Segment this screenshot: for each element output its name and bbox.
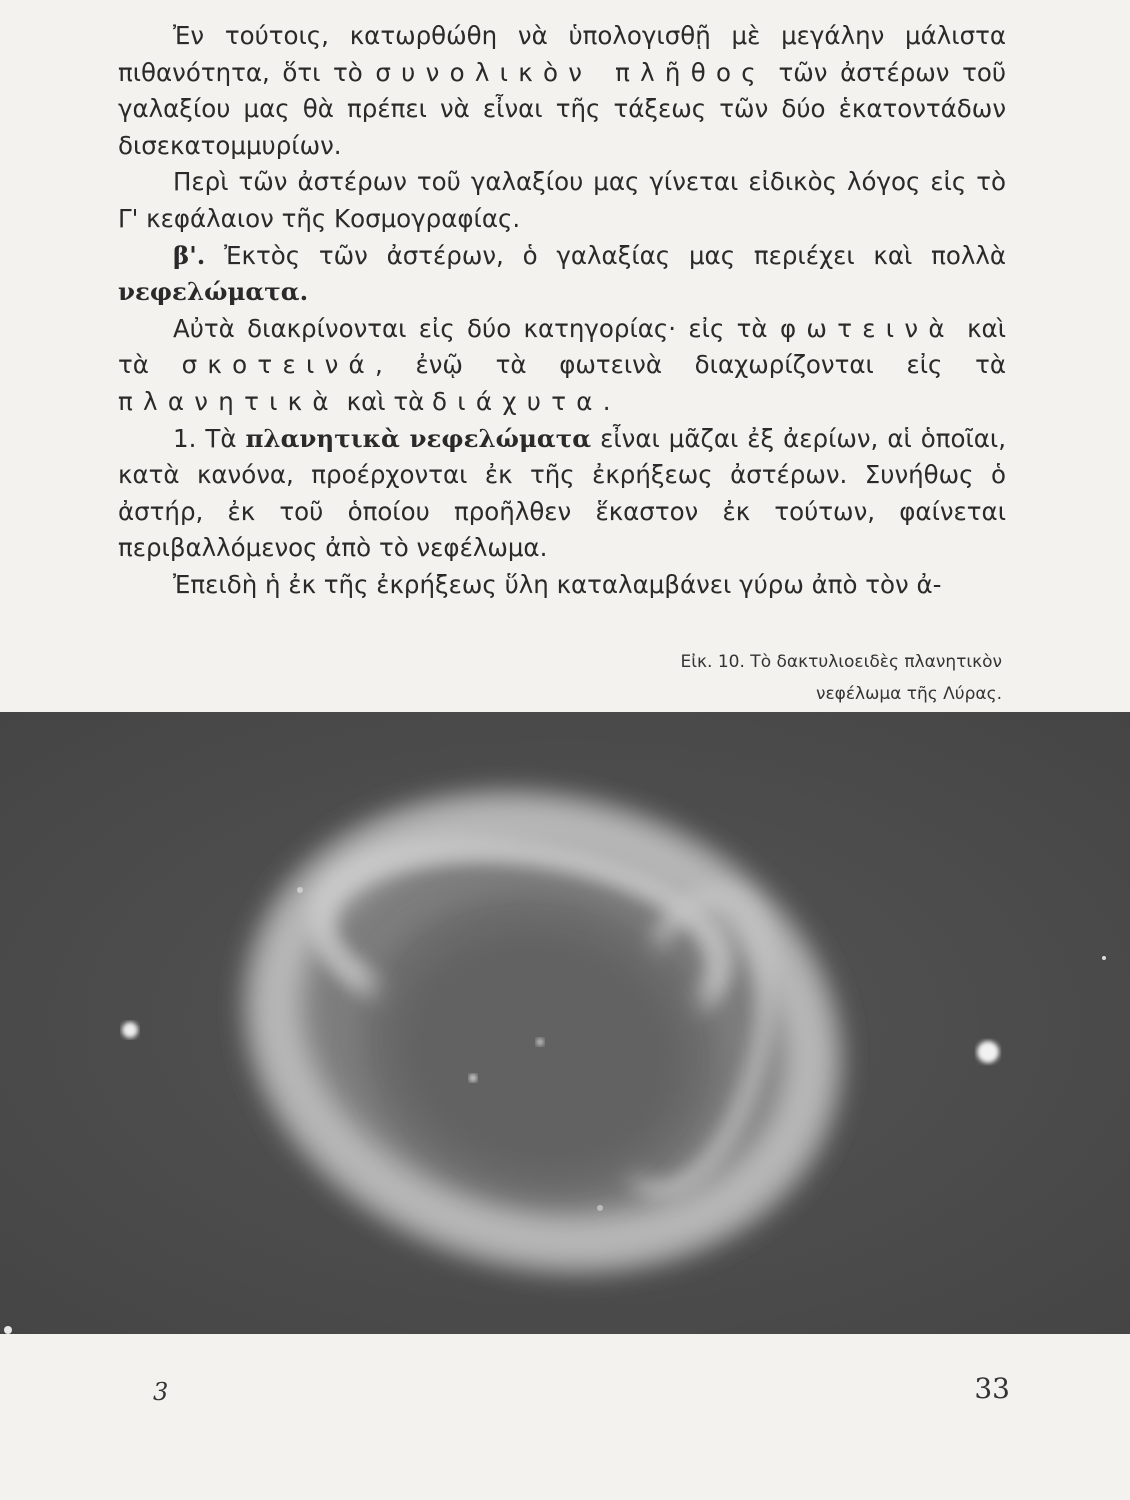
section-label: β'.: [173, 240, 206, 270]
body-text: [118, 18, 1006, 604]
emphasis-spaced: σκοτεινά: [181, 350, 375, 380]
emphasis-spaced: συνολικὸν πλῆθος: [375, 57, 766, 87]
ring-nebula-image: [0, 712, 1130, 1334]
figure-caption: [681, 646, 1002, 710]
paragraph-6: Ἐπειδὴ ἡ ἐκ τῆς ἐκρήξεως ὕλη καταλαμβάνει γύρω ἀπὸ τὸν ἀ-: [173, 569, 942, 599]
term-bold: πλανητικὰ νεφελώματα: [245, 423, 592, 453]
term-bold: νεφελώματα.: [118, 277, 309, 307]
paragraph-1: Ἐν τούτοις, κατωρθώθη νὰ ὑπολογισθῇ μὲ μεγάλην μάλιστα πιθανότητα, ὅτι τὸ συνολικὸν πλῆθος τῶν ἀστέρων τοῦ γαλαξίου μας θὰ πρέπει νὰ εἶναι τῆς τάξεως τῶν δύο ἑκατοντάδων δισεκατομμυρίων.: [118, 21, 1006, 160]
emphasis-spaced: φωτεινὰ: [779, 313, 955, 343]
caption-line-1: Εἰκ. 10. Τὸ δακτυλιοειδὲς πλανητικὸν: [680, 652, 1002, 672]
nebula-photo: [0, 712, 1130, 1334]
paragraph-5: 1. Τὰ πλανητικὰ νεφελώματα εἶναι μᾶζαι ἐξ ἀερίων, αἱ ὁποῖαι, κατὰ κανόνα, προέρχονται ἐκ τῆς ἐκρήξεως ἀστέρων. Συνήθως ὁ ἀστήρ, ἐκ τοῦ ὁποίου προῆλθεν ἕκαστον ἐκ τούτων, φαίνεται περιβαλλόμενος ἀπὸ τὸ νεφέλωμα.: [118, 423, 1006, 563]
paragraph-4: Αὐτὰ διακρίνονται εἰς δύο κατηγορίας· εἰς τὰ φωτεινὰ καὶ τὰ σκοτεινά, ἐνῷ τὰ φωτεινὰ διαχωρίζονται εἰς τὰ πλανητικὰ καὶ τὰ διάχυτα.: [118, 313, 1006, 416]
paragraph-3: β'. Ἐκτὸς τῶν ἀστέρων, ὁ γαλαξίας μας περιέχει καὶ πολλὰ νεφελώματα.: [118, 240, 1006, 307]
emphasis-spaced: πλανητικὰ: [118, 386, 339, 416]
emphasis-spaced: διάχυτα: [432, 386, 603, 416]
page-number: 33: [974, 1372, 1010, 1405]
signature-mark: 3: [153, 1378, 169, 1406]
caption-line-2: νεφέλωμα τῆς Λύρας.: [815, 684, 1002, 704]
paragraph-2: Περὶ τῶν ἀστέρων τοῦ γαλαξίου μας γίνεται εἰδικὸς λόγος εἰς τὸ Γ' κεφάλαιον τῆς Κοσμογραφίας.: [118, 167, 1006, 233]
